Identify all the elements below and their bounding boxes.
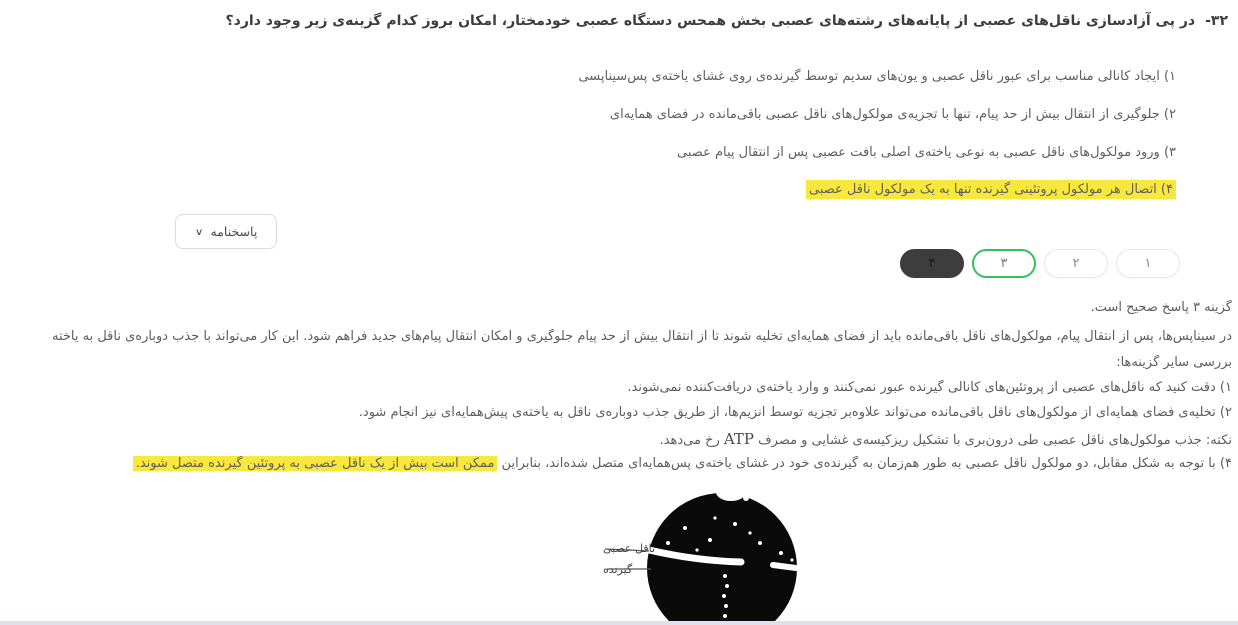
figure-label-neurotransmitter: ناقل عصبی <box>603 542 656 555</box>
bottom-divider-strip <box>0 621 1238 625</box>
item4-prefix: ۴) با توجه به شکل مقابل، دو مولکول ناقل عصبی به طور هم‌زمان به گیرنده‌ی خود در غشای یاخته‌ی پس‌همایه‌ای متصل شده‌اند، بنابراین <box>497 456 1232 471</box>
review-item-1: ۱) دقت کنید که ناقل‌های عصبی از پروتئین‌های کانالی گیرنده عبور نمی‌کنند و وارد یاخته‌ی دریافت‌کننده نمی‌شوند. <box>627 380 1232 395</box>
figure-label-receptor: گیرنده <box>603 563 633 576</box>
question-option-1 <box>4 69 1176 84</box>
answer-sheet-button[interactable] <box>175 214 277 249</box>
chevron-down-icon: ∨ <box>194 225 204 238</box>
answer-sheet-button-label: پاسخنامه <box>210 225 258 239</box>
review-item-4 <box>0 456 1232 471</box>
question-option-2 <box>4 107 1176 122</box>
cleft-band-right <box>773 565 796 568</box>
choice-pill-3-correct[interactable]: ۳ <box>972 249 1036 278</box>
question-number: ۳۲- <box>1205 13 1228 29</box>
question-option-4 <box>4 182 1176 197</box>
explanation-paragraph: در سیناپس‌ها، پس از انتقال پیام، مولکول‌های ناقل باقی‌مانده باید از فضای همایه‌ای تخلیه شوند تا از انتقال بیش از حد پیام جلوگیری و امکان انتقال پیام‌های جدید فراهم شود. این کار می‌تواند با جذب دوباره‌ی ناقل به یاخته <box>51 329 1232 344</box>
option-3-text: ۳) ورود مولکول‌های ناقل عصبی به نوعی یاخته‌ی اصلی بافت عصبی پس از انتقال پیام عصبی <box>677 145 1176 160</box>
synapse-micrograph-figure <box>545 488 807 625</box>
option-1-text: ۱) ایجاد کانالی مناسب برای عبور ناقل عصبی و یون‌های سدیم توسط گیرنده‌ی روی غشای یاخته‌ی پس‌سیناپسی <box>578 69 1176 84</box>
question-line <box>6 13 1228 29</box>
choice-pill-row <box>900 249 1180 278</box>
question-text: در پی آزادسازی ناقل‌های عصبی از پایانه‌های رشته‌های عصبی بخش همحس دستگاه عصبی خودمختار، امکان بروز کدام گزینه‌ی زیر وجود دارد؟ <box>225 13 1196 29</box>
review-heading: بررسی سایر گزینه‌ها: <box>1116 355 1232 370</box>
note-atp: ATP <box>723 430 755 448</box>
question-option-3 <box>4 145 1176 160</box>
micrograph-svg <box>545 488 807 625</box>
option-4-text-highlighted: ۴) اتصال هر مولکول پروتئینی گیرنده تنها به یک مولکول ناقل عصبی <box>806 180 1176 199</box>
verdict-text: گزینه ۳ پاسخ صحیح است. <box>1090 300 1232 315</box>
item4-highlight: ممکن است بیش از یک ناقل عصبی به پروتئین گیرنده متصل شوند. <box>133 456 498 471</box>
review-item-2: ۲) تخلیه‌ی فضای همایه‌ای از مولکول‌های ناقل باقی‌مانده می‌تواند علاوه‌بر تجزیه توسط آنزیم‌ها، از طریق جذب دوباره‌ی ناقل به یاخته‌ی پیش‌همایه‌ای نیز انجام شود. <box>358 405 1232 420</box>
note-prefix: نکته: جذب مولکول‌های ناقل عصبی طی درون‌بری با تشکیل ریزکیسه‌ی غشایی و مصرف <box>754 433 1232 448</box>
choice-pill-4-selected[interactable]: ۴ <box>900 249 964 278</box>
choice-pill-1[interactable]: ۱ <box>1116 249 1180 278</box>
note-suffix: رخ می‌دهد. <box>659 433 724 448</box>
option-2-text: ۲) جلوگیری از انتقال بیش از حد پیام، تنها با تجزیه‌ی مولکول‌های ناقل عصبی باقی‌مانده در فضای همایه‌ای <box>609 107 1176 122</box>
choice-pill-2[interactable]: ۲ <box>1044 249 1108 278</box>
review-note <box>0 430 1232 448</box>
